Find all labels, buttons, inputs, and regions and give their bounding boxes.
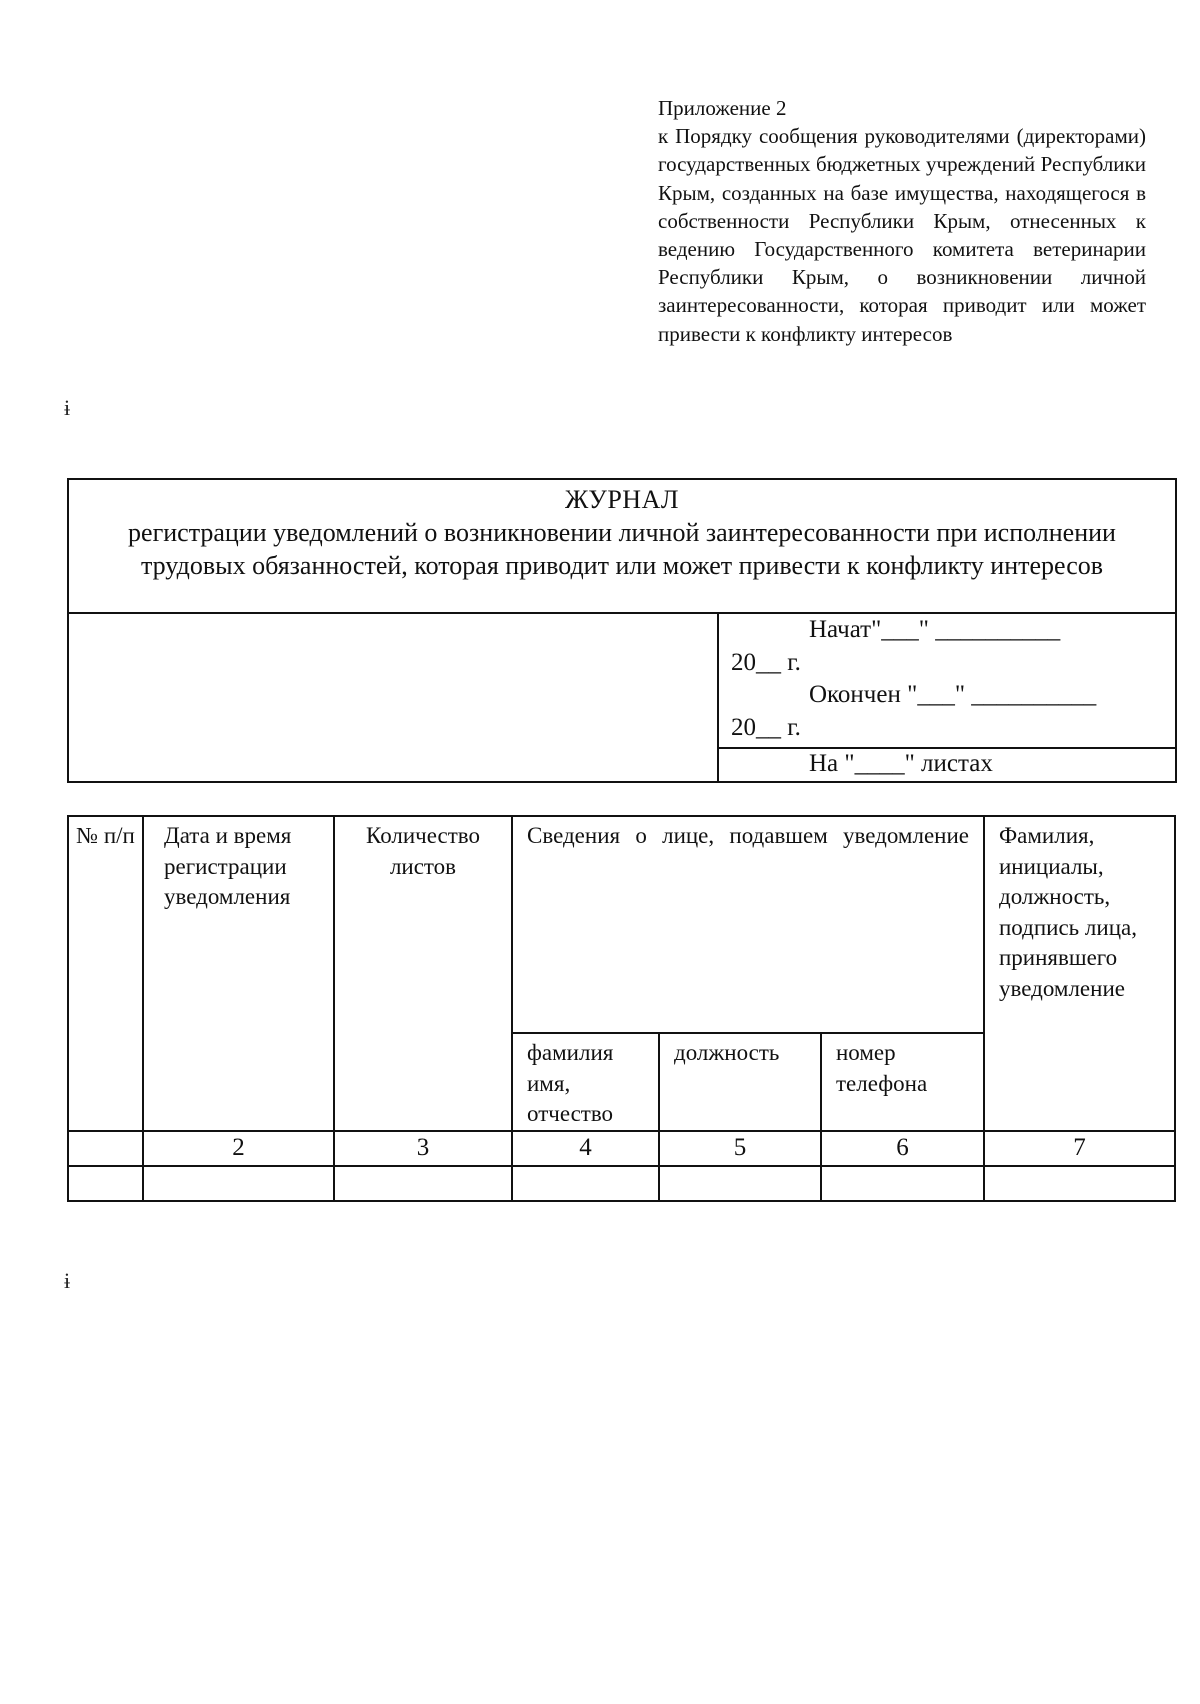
empty-cell (68, 1166, 143, 1201)
journal-blank-cell (69, 614, 719, 781)
column-number-cell: 2 (143, 1131, 334, 1166)
header-person-info-text: Сведения о лице, подавшем уведомление (527, 823, 969, 848)
appendix-block (658, 94, 1146, 348)
journal-started: Начат"___" __________ (809, 616, 1061, 643)
header-number: № п/п (68, 816, 143, 1131)
column-number-cell: 5 (659, 1131, 821, 1166)
journal-started-year: 20__ г. (731, 649, 801, 676)
empty-cell (659, 1166, 821, 1201)
column-number-cell (68, 1131, 143, 1166)
margin-mark: ɨ (64, 395, 71, 420)
column-number-cell: 6 (821, 1131, 984, 1166)
journal-title-cell (69, 480, 1175, 614)
empty-cell (984, 1166, 1175, 1201)
header-sheet-count: Количество листов (334, 816, 512, 1131)
journal-box (67, 478, 1177, 783)
subheader-full-name: фамилия имя, отчество (512, 1033, 659, 1131)
empty-cell (821, 1166, 984, 1201)
empty-cell (334, 1166, 512, 1201)
column-number-cell: 3 (334, 1131, 512, 1166)
margin-mark: ɨ (64, 1268, 71, 1293)
journal-ended: Окончен "___" __________ (809, 681, 1097, 708)
header-date: Дата и время регистрации уведомления (143, 816, 334, 1131)
journal-divider (719, 747, 1175, 749)
journal-heading: ЖУРНАЛ (565, 485, 679, 514)
subheader-position: должность (659, 1033, 821, 1131)
journal-subtitle: регистрации уведомлений о возникновении личной заинтересованности при исполнении трудовых обязанностей, которая приводит или может привести к конфликту интересов (128, 518, 1116, 580)
appendix-title: Приложение 2 (658, 96, 787, 120)
journal-sheets: На "____" листах (809, 750, 993, 777)
column-number-cell: 7 (984, 1131, 1175, 1166)
appendix-text: к Порядку сообщения руководителями (директорами) государственных бюджетных учреждений Республики Крым, созданных на базе имущества, находящегося в собственности Республики Крым, отнесенных к ведению Государственного комитета ветеринарии Республики Крым, о возникновении личной заинтересованности, которая приводит или может привести к конфликту интересов (658, 124, 1146, 346)
header-person-info (512, 816, 984, 1033)
empty-cell (512, 1166, 659, 1201)
table-row (68, 1166, 1175, 1201)
journal-ended-year: 20__ г. (731, 714, 801, 741)
subheader-phone: номер телефона (821, 1033, 984, 1131)
empty-cell (143, 1166, 334, 1201)
registry-table (67, 815, 1176, 1202)
column-number-cell: 4 (512, 1131, 659, 1166)
journal-dates-cell (719, 614, 1175, 781)
header-receiver: Фамилия, инициалы, должность, подпись лица, принявшего уведомление (984, 816, 1175, 1131)
column-number-row (68, 1131, 1175, 1166)
